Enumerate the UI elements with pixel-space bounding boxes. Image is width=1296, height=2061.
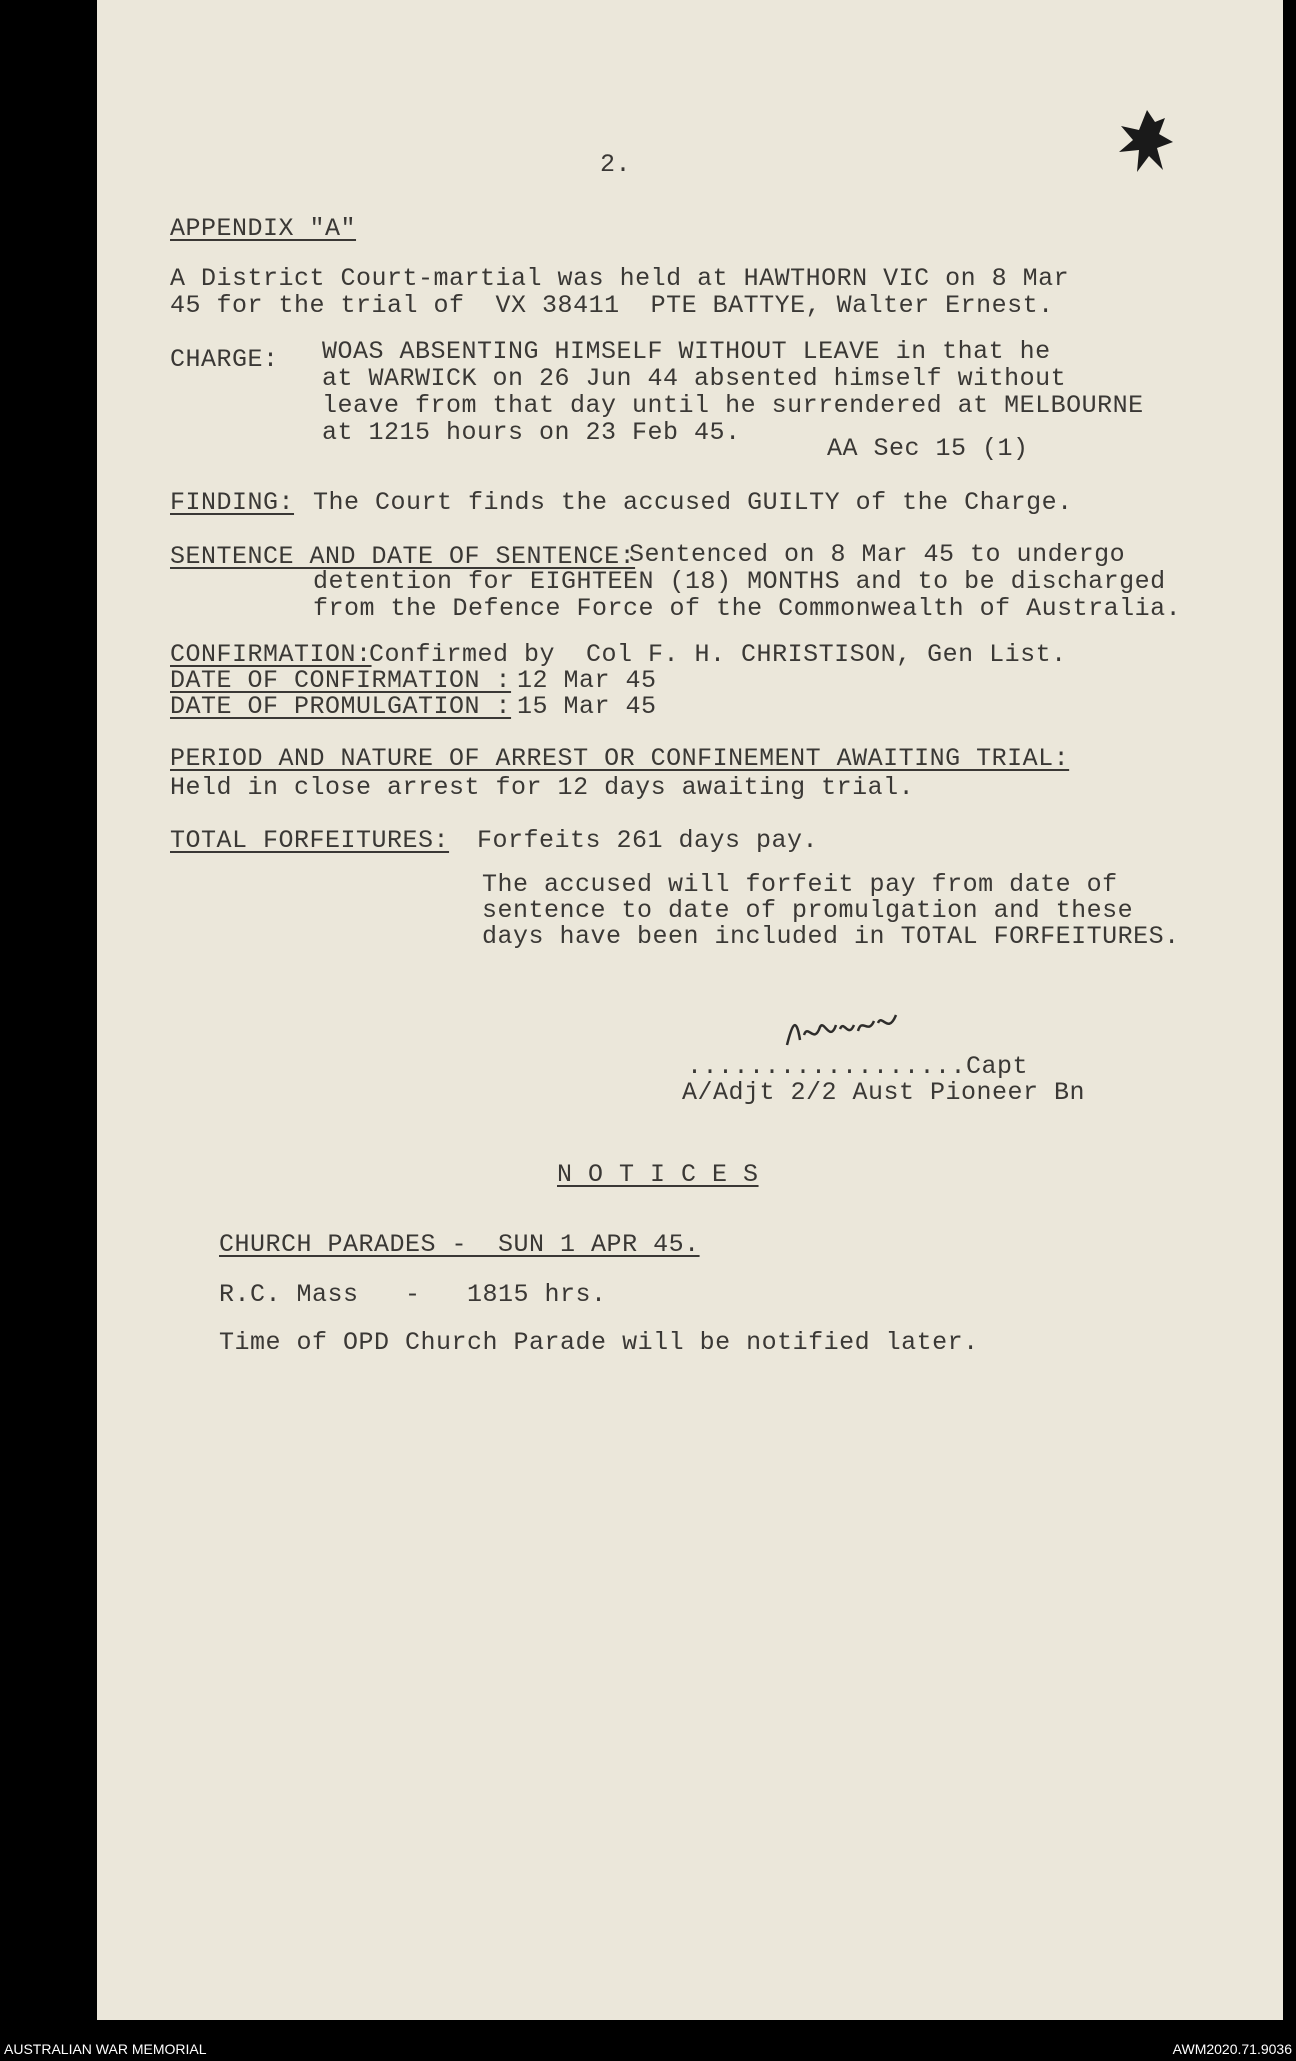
rc-mass-line: R.C. Mass - 1815 hrs. bbox=[219, 1280, 607, 1309]
date-promulgation-label: DATE OF PROMULGATION : bbox=[170, 692, 512, 721]
confirmation-text: Confirmed by Col F. H. CHRISTISON, Gen List. bbox=[369, 640, 1067, 669]
signature-line: ..................Capt bbox=[687, 1052, 1029, 1081]
sentence-line-2: detention for EIGHTEEN (18) MONTHS and to be discharged bbox=[313, 567, 1166, 596]
charge-reference: AA Sec 15 (1) bbox=[827, 434, 1029, 463]
church-parades-heading: CHURCH PARADES - SUN 1 APR 45. bbox=[219, 1230, 700, 1259]
footer-accession-number: AWM2020.71.9036 bbox=[1172, 2041, 1292, 2057]
page-number: 2. bbox=[600, 150, 632, 179]
finding-label: FINDING: bbox=[170, 488, 295, 517]
notices-heading: N O T I C E S bbox=[557, 1160, 759, 1189]
date-confirmation-value: 12 Mar 45 bbox=[517, 666, 657, 695]
charge-label: CHARGE: bbox=[170, 345, 279, 374]
opd-church-parade-line: Time of OPD Church Parade will be notified later. bbox=[219, 1328, 979, 1357]
sentence-line-1: Sentenced on 8 Mar 45 to undergo bbox=[629, 540, 1126, 569]
date-confirmation-label: DATE OF CONFIRMATION : bbox=[170, 666, 512, 695]
forfeitures-note-1: The accused will forfeit pay from date of bbox=[482, 870, 1118, 899]
footer-institution: AUSTRALIAN WAR MEMORIAL bbox=[4, 2041, 207, 2057]
paper-damage-mark bbox=[1107, 100, 1177, 190]
forfeitures-text: Forfeits 261 days pay. bbox=[477, 826, 819, 855]
forfeitures-note-2: sentence to date of promulgation and these bbox=[482, 896, 1134, 925]
signature-title: A/Adjt 2/2 Aust Pioneer Bn bbox=[682, 1078, 1086, 1107]
intro-line-1: A District Court-martial was held at HAWTHORN VIC on 8 Mar bbox=[170, 264, 1070, 293]
arrest-label: PERIOD AND NATURE OF ARREST OR CONFINEMENT AWAITING TRIAL: bbox=[170, 744, 1070, 773]
sentence-line-3: from the Defence Force of the Commonwealth of Australia. bbox=[313, 594, 1182, 623]
date-promulgation-value: 15 Mar 45 bbox=[517, 692, 657, 721]
intro-line-2: 45 for the trial of VX 38411 PTE BATTYE, Walter Ernest. bbox=[170, 291, 1054, 320]
charge-line-1: WOAS ABSENTING HIMSELF WITHOUT LEAVE in that he bbox=[322, 337, 1051, 366]
sentence-label: SENTENCE AND DATE OF SENTENCE: bbox=[170, 542, 636, 571]
charge-line-3: leave from that day until he surrendered at MELBOURNE bbox=[322, 391, 1144, 420]
charge-line-2: at WARWICK on 26 Jun 44 absented himself without bbox=[322, 364, 1067, 393]
forfeitures-label: TOTAL FORFEITURES: bbox=[170, 826, 450, 855]
confirmation-label: CONFIRMATION: bbox=[170, 640, 372, 669]
appendix-heading: APPENDIX "A" bbox=[170, 214, 357, 243]
document-page bbox=[97, 0, 1283, 2020]
forfeitures-note-3: days have been included in TOTAL FORFEITURES. bbox=[482, 922, 1180, 951]
arrest-text: Held in close arrest for 12 days awaiting trial. bbox=[170, 773, 915, 802]
charge-line-4: at 1215 hours on 23 Feb 45. bbox=[322, 418, 741, 447]
finding-text: The Court finds the accused GUILTY of the Charge. bbox=[313, 488, 1073, 517]
